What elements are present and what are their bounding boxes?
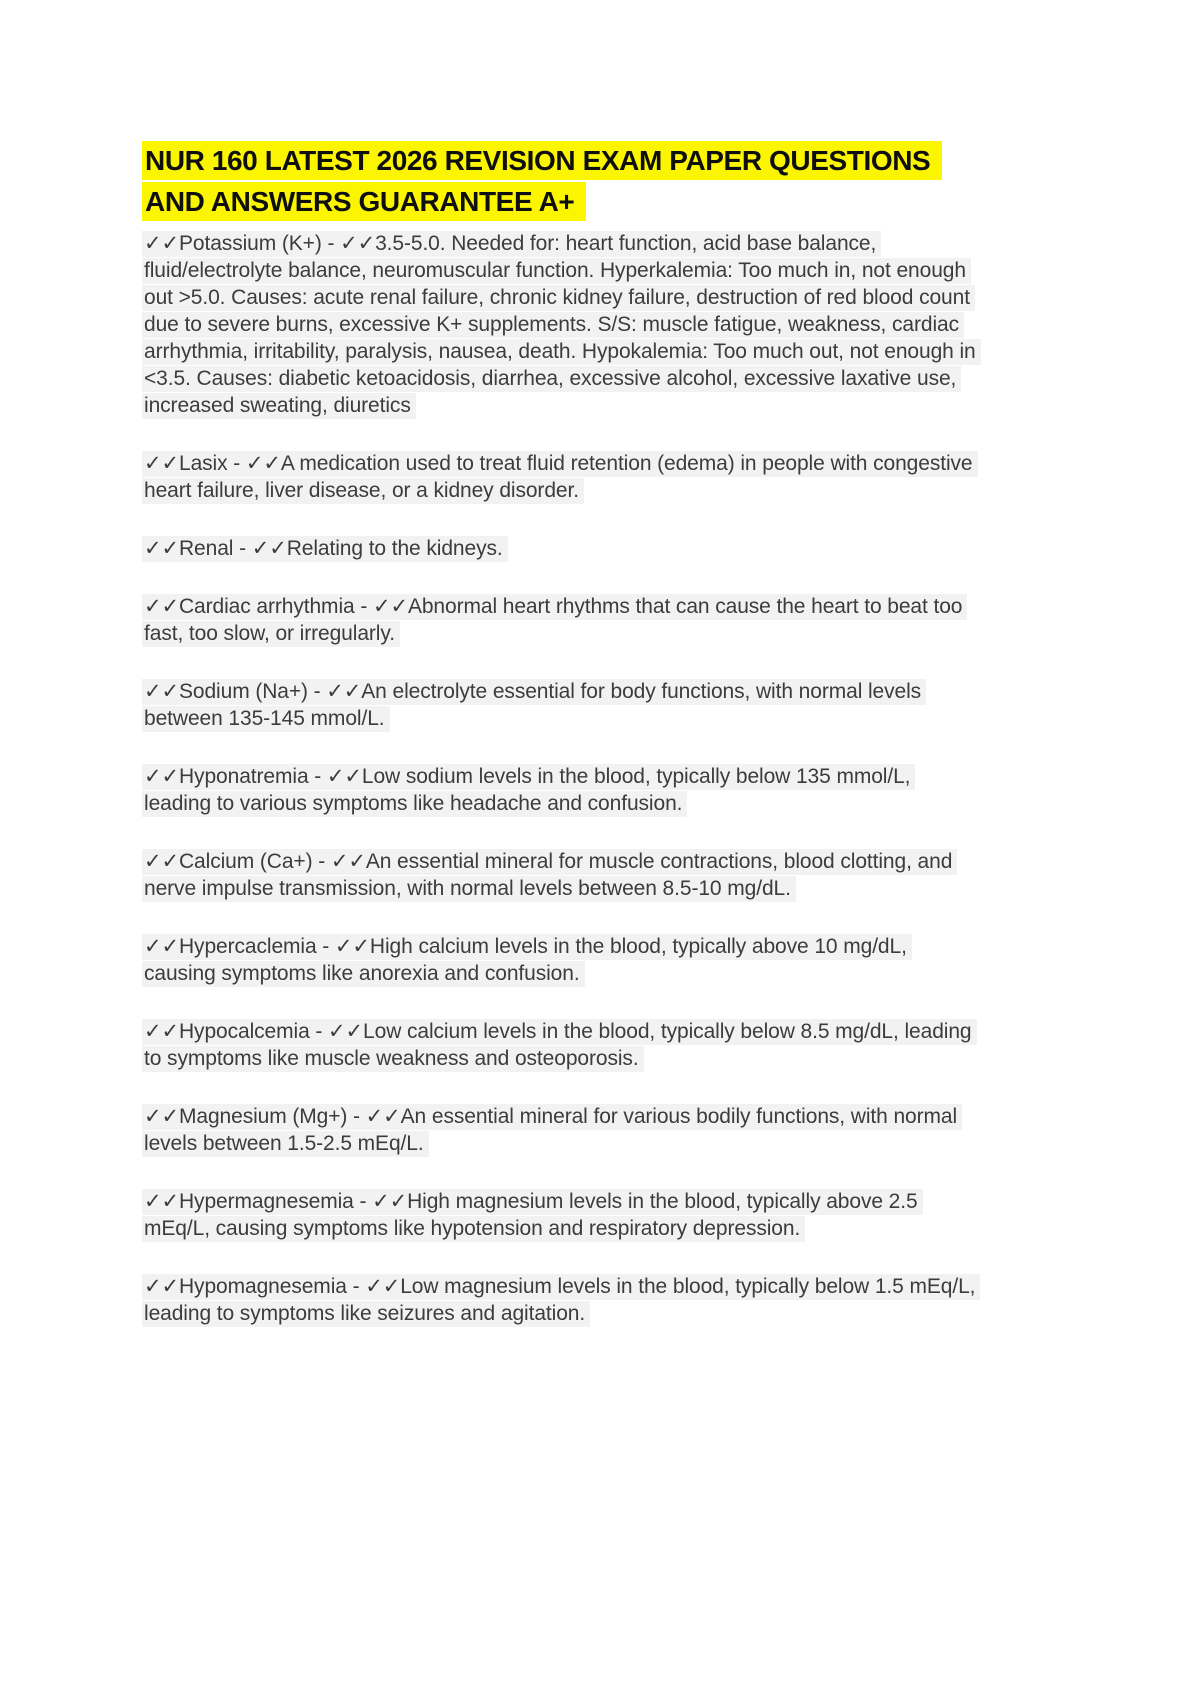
qa-paragraph [142, 230, 978, 419]
qa-text: ✓✓Sodium (Na+) - ✓✓An electrolyte essential for body functions, with normal levels between 135-145 mmol/L. [142, 679, 926, 732]
qa-text: ✓✓Hypercaclemia - ✓✓High calcium levels in the blood, typically above 10 mg/dL, causing symptoms like anorexia and confusion. [142, 934, 912, 987]
qa-paragraph [142, 763, 978, 817]
qa-text: ✓✓Renal - ✓✓Relating to the kidneys. [142, 536, 508, 562]
qa-list [142, 230, 978, 1327]
qa-paragraph [142, 933, 978, 987]
page-title [142, 140, 978, 222]
qa-text: ✓✓Calcium (Ca+) - ✓✓An essential mineral for muscle contractions, blood clotting, and nerve impulse transmission, with normal levels between 8.5-10 mg/dL. [142, 849, 957, 902]
qa-paragraph [142, 593, 978, 647]
qa-paragraph [142, 535, 978, 562]
page-title-line-1: NUR 160 LATEST 2026 REVISION EXAM PAPER QUESTIONS [142, 141, 942, 180]
qa-text: ✓✓Hyponatremia - ✓✓Low sodium levels in the blood, typically below 135 mmol/L, leading to various symptoms like headache and confusion. [142, 764, 915, 817]
qa-paragraph [142, 848, 978, 902]
qa-paragraph [142, 678, 978, 732]
qa-text: ✓✓Magnesium (Mg+) - ✓✓An essential mineral for various bodily functions, with normal levels between 1.5-2.5 mEq/L. [142, 1104, 962, 1157]
page-title-line-2: AND ANSWERS GUARANTEE A+ [142, 182, 586, 221]
qa-text: ✓✓Hypocalcemia - ✓✓Low calcium levels in the blood, typically below 8.5 mg/dL, leading to symptoms like muscle weakness and osteoporosis. [142, 1019, 977, 1072]
qa-paragraph [142, 1273, 978, 1327]
qa-text: ✓✓Hypermagnesemia - ✓✓High magnesium levels in the blood, typically above 2.5 mEq/L, causing symptoms like hypotension and respiratory depression. [142, 1189, 923, 1242]
qa-text: ✓✓Cardiac arrhythmia - ✓✓Abnormal heart rhythms that can cause the heart to beat too fast, too slow, or irregularly. [142, 594, 967, 647]
qa-text: ✓✓Hypomagnesemia - ✓✓Low magnesium levels in the blood, typically below 1.5 mEq/L, leading to symptoms like seizures and agitation. [142, 1274, 980, 1327]
qa-text: ✓✓Lasix - ✓✓A medication used to treat fluid retention (edema) in people with congestive heart failure, liver disease, or a kidney disorder. [142, 451, 978, 504]
qa-text: ✓✓Potassium (K+) - ✓✓3.5-5.0. Needed for: heart function, acid base balance, fluid/electrolyte balance, neuromuscular function. Hyperkalemia: Too much in, not enough out >5.0. Causes: acute renal failure, chronic kidney failure, destruction of red blood count due to severe burns, excessive K+ supplements. S/S: muscle fatigue, weakness, cardiac arrhythmia, irritability, paralysis, nausea, death. Hypokalemia: Too much out, not enough in <3.5. Causes: diabetic ketoacidosis, diarrhea, excessive alcohol, excessive laxative use, increased sweating, diuretics [142, 231, 981, 419]
qa-paragraph [142, 1103, 978, 1157]
qa-paragraph [142, 450, 978, 504]
qa-paragraph [142, 1018, 978, 1072]
qa-paragraph [142, 1188, 978, 1242]
